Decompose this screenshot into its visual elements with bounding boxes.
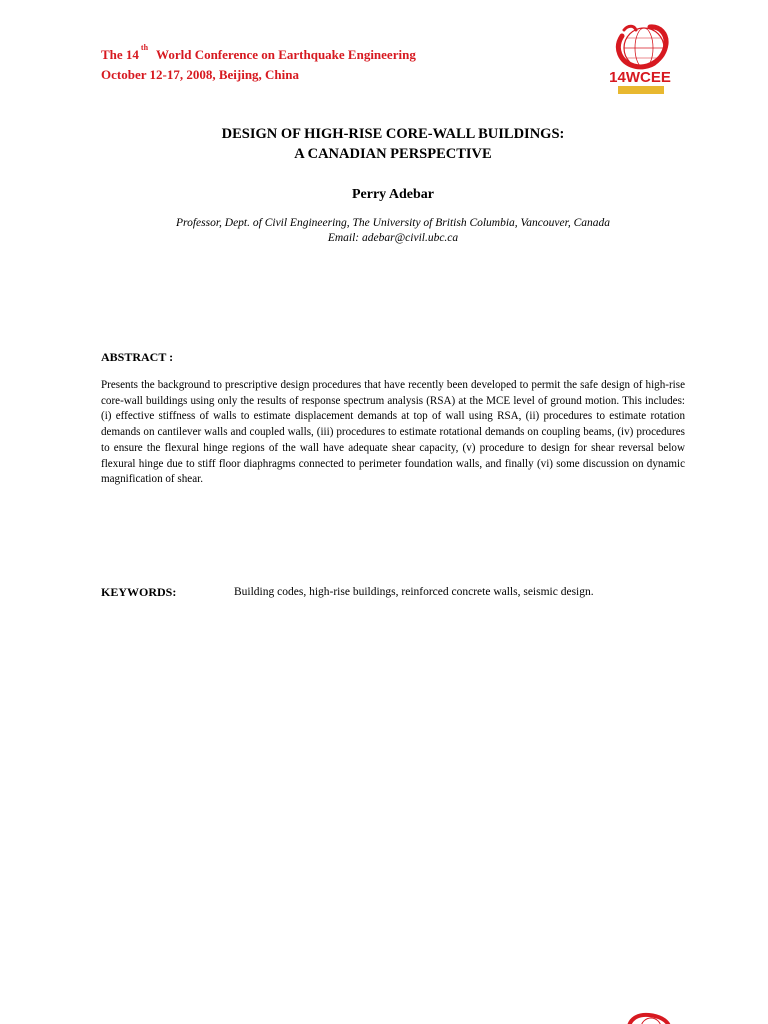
logo-swirl <box>618 27 666 67</box>
logo-band <box>618 86 664 94</box>
logo-swirl-tail <box>624 26 636 30</box>
keywords-list: Building codes, high-rise buildings, reinforced concrete walls, seismic design. <box>234 586 594 598</box>
author-email: Email: adebar@civil.ubc.ca <box>327 232 459 244</box>
paper-title-line: A CANADIAN PERSPECTIVE <box>294 146 492 162</box>
paper-author: Perry Adebar <box>351 187 435 202</box>
conference-number: The 14 <box>101 47 139 62</box>
logo-footer-globe <box>641 1018 661 1024</box>
author-affiliation <box>0 216 768 246</box>
paper-title-line: DESIGN OF HIGH-RISE CORE-WALL BUILDINGS: <box>221 126 565 142</box>
conference-date-location: October 12-17, 2008, Beijing, China <box>101 67 300 82</box>
abstract-text: Presents the background to prescriptive design procedures that have recently been developed to permit the safe design of high-rise core-wall buildings using only the results of response spectrum analysis (RSA) at the MCE level of ground motion. This includes: (i) effective stiffness of walls to estimate displacement demands at top of wall using RSA, (ii) procedures to estimate rotation demands on cantilever walls and coupled walls, (iii) procedures to estimate rotational demands on coupling beams, (iv) procedures to ensure the flexural hinge regions of the wall have adequate shear capacity, (v) procedure to design for shear reversal below flexural hinge due to stiff floor diaphragms connected to perimeter foundation walls, and finally (vi) some discussion on dynamic magnification of shear. <box>101 379 685 486</box>
conference-name <box>101 43 561 66</box>
affiliation-line: Professor, Dept. of Civil Engineering, The University of British Columbia, Vancouver, Canada <box>176 217 610 229</box>
keywords-heading: KEYWORDS: <box>101 585 177 599</box>
conference-ordinal-suffix: th <box>140 43 149 52</box>
logo-footer-swirl <box>629 1015 669 1024</box>
wcee-logo-icon <box>604 22 676 98</box>
conference-title: World Conference on Earthquake Engineering <box>156 47 416 62</box>
conference-header <box>101 38 561 84</box>
logo-text: 14WCEE <box>609 69 671 86</box>
paper-title <box>0 124 768 164</box>
abstract-heading: ABSTRACT : <box>101 350 174 364</box>
wcee-logo-footer-icon <box>623 1012 671 1024</box>
